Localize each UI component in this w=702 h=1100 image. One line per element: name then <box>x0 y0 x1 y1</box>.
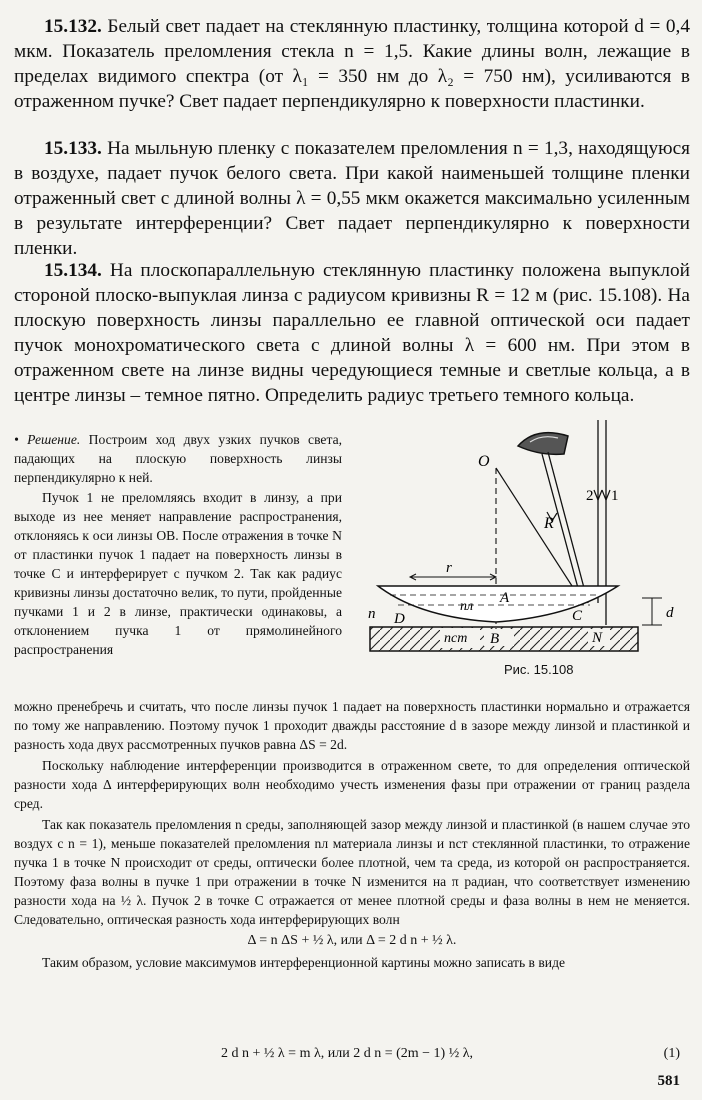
solution-paragraph: Так как показатель преломления n среды, заполняющей зазор между линзой и пластинкой (в нашем случае это воздух с n = 1), меньше показателей преломления nл материала линзы и nст стеклянной пластинки, то отражение пучка 1 в точке N происходит от среды, оптически более плотной, чем та среда, из которой он распространяется. Поэтому фаза волны в пучке 1 при отражении в точке N изменится на π радиан, что соответствует изменению разности хода на ½ λ. Пучок 2 в точке C отражается от менее плотной среды и фаза волны в нем не меняется. Следовательно, оптическая разность хода интерферирующих волн <box>14 817 690 927</box>
label-O: O <box>478 453 490 470</box>
problem-text: Белый свет падает на стеклянную пластинку, толщина которой d = 0,4 мкм. Показатель преломления стекла n = 1,5. Какие длины волн, лежащие в пределах видимого спектра (от λ₁ = 350 нм до λ₂ = 750 нм), усиливаются в отраженном пучке? Свет падает перпендикулярно к поверхности пластинки. <box>14 16 690 112</box>
problem-15-132 <box>14 14 690 114</box>
equation-1-body: 2 d n + ½ λ = m λ, или 2 d n = (2m − 1) ½ λ, <box>220 1046 474 1061</box>
figure-caption: Рис. 15.108 <box>504 662 574 677</box>
label-r: r <box>446 560 452 576</box>
problem-15-133 <box>14 136 690 261</box>
label-C: C <box>572 608 583 624</box>
problem-15-134 <box>14 258 690 408</box>
label-B: B <box>490 631 500 647</box>
problem-text: На плоскопараллельную стеклянную пластинку положена выпуклой стороной плоско-выпуклая линза с радиусом кривизны R = 12 м (рис. 15.108). На плоскую поверхность линзы параллельно ее главной оптической оси падает пучок монохроматического света с длиной волны λ = 600 нм. При этом в отраженном свете на линзе видны чередующиеся темные и светлые кольца, а в центре линзы – темное пятно. Определить радиус третьего темного кольца. <box>14 260 690 406</box>
figure-15-108 <box>350 420 695 658</box>
label-N: N <box>592 630 603 646</box>
beam-1-label: 1 <box>611 488 619 504</box>
problem-text: На мыльную пленку с показателем преломления n = 1,3, находящуюся в воздухе, падает пучок белого света. При какой наименьшей толщине пленки отраженный свет с длиной волны λ = 0,55 мкм окажется максимально усиленным в результате интерференции? Свет падает перпендикулярно к поверхности пленки. <box>14 138 690 259</box>
label-n-glass: nст <box>444 631 468 646</box>
label-R: R <box>544 515 554 532</box>
problem-number: 15.134. <box>44 260 102 281</box>
label-n-lens: nл <box>460 599 474 614</box>
label-A: A <box>500 590 510 606</box>
label-D: D <box>394 611 405 627</box>
problem-number: 15.133. <box>44 138 102 159</box>
solution-heading: • Решение. <box>14 432 81 447</box>
equation-1-number: (1) <box>663 1046 680 1061</box>
solution-column <box>14 430 342 660</box>
solution-body <box>14 697 690 974</box>
solution-paragraph: Поскольку наблюдение интерференции производится в отраженном свете, то для определения оптической разности хода Δ интерферирующих волн необходимо учесть изменения фазы при отражении от границ раздела сред. <box>14 758 690 811</box>
label-n: n <box>368 606 376 622</box>
beam-2-label: 2 <box>586 488 594 504</box>
page-number: 581 <box>657 1073 680 1089</box>
solution-paragraph: Таким образом, условие максимумов интерференционной картины можно записать в виде <box>42 955 566 970</box>
label-d: d <box>666 605 674 621</box>
problem-number: 15.132. <box>44 16 102 37</box>
eye-icon <box>518 433 568 455</box>
solution-intro: Построим ход двух узких пучков света, падающих на плоскую поверхность линзы перпендикулярно к ней. <box>14 432 343 485</box>
solution-paragraph-continued: можно пренебречь и считать, что после линзы пучок 1 падает на поверхность пластинки нормально и отражается по тому же направлению. Поэтому пучок 1 проходит дважды расстояние d в зазоре между линзой и пластинкой и разность хода двух рассмотренных пучков равна ΔS = 2d. <box>14 699 690 752</box>
solution-paragraph: Пучок 1 не преломляясь входит в линзу, а при выходе из нее меняет направление распространения, отклоняясь к оси линзы OB. После отражения в точке N от пластинки пучок 1 падает на поверхность линзы в точке C и интерферирует с пучком 2. Так как радиус кривизны линзы достаточно велик, то пути, пройденные пучками 1 и 2 в линзе, практически одинаковы, а отклонением пучка 1 от прямолинейного распространения <box>14 490 342 657</box>
equation-delta: Δ = n ΔS + ½ λ, или Δ = 2 d n + ½ λ. <box>247 933 457 948</box>
